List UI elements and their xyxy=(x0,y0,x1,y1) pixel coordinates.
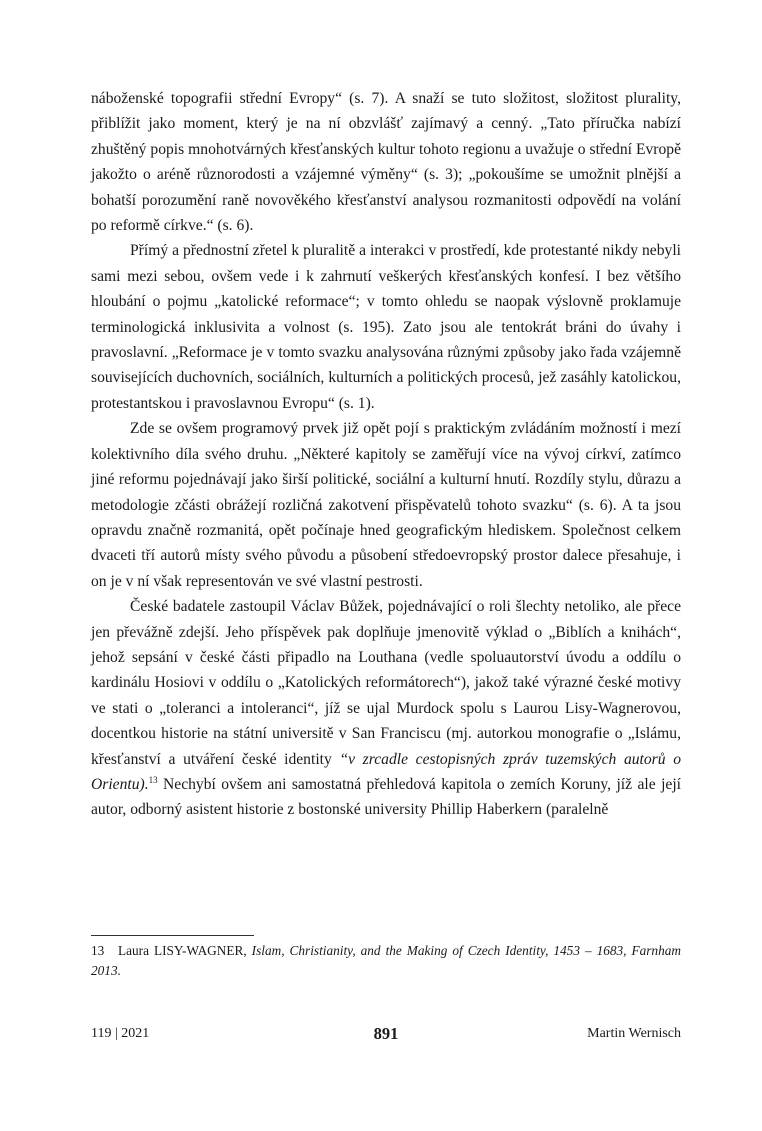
paragraph-3: Zde se ovšem programový prvek již opět pojí s praktickým zvládáním možností i mezí kolektivního díla svého druhu. „Některé kapitoly se zaměřují více na vývoj církví, zatímco jiné reformu pojednávají jako širší politické, sociální a kulturní hnutí. Rozdíly stylu, důrazu a metodologie zčásti obrážejí rozličná zakotvení přispěvatelů tohoto svazku“ (s. 6). A ta jsou opravdu značně rozmanitá, opět počínaje hned geografickým hlediskem. Společnost celkem dvaceti tří autorů místy svého původu a působení středoevropský prostor dalece přesahuje, i on je v ní však representován ve své vlastní pestrosti. xyxy=(91,420,681,590)
footnote-author: Laura LISY-WAGNER, xyxy=(118,943,247,958)
footnote-number: 13 xyxy=(91,943,105,958)
footer-author: Martin Wernisch xyxy=(587,1026,681,1041)
page-footer xyxy=(91,1024,681,1048)
article-body xyxy=(91,86,681,823)
footnote-13 xyxy=(91,941,681,981)
paragraph-4-text-b: Nechybí ovšem ani samostatná přehledová kapitola o zemích Koruny, jíž ale její autor, odborný asistent historie z bostonské university Phillip Haberkern (paralelně xyxy=(91,775,681,819)
footnote-title: Islam, Christianity, and the Making of Czech Identity, 1453 – 1683, Farnham 2013. xyxy=(91,943,681,978)
footnote-divider xyxy=(91,935,254,936)
paragraph-1 xyxy=(91,86,681,238)
footnote-reference-13[interactable]: 13 xyxy=(148,774,158,785)
paragraph-4 xyxy=(91,594,681,823)
paragraph-2: Přímý a přednostní zřetel k pluralitě a interakci v prostředí, kde protestanté nikdy nebyli sami mezi sebou, ovšem vede i k zahrnutí veškerých křesťanských konfesí. I bez většího hloubání o pojmu „katolické reformace“; v tomto ohledu se naopak výslovně proklamuje terminologická inklusivita a volnost (s. 195). Zato jsou ale tentokrát bráni do úvahy i pravoslavní. „Reformace je v tomto svazku analysována různými způsoby jako řada vzájemně souvisejících duchovních, sociálních, kulturních a politických procesů, jež zasáhly katolickou, protestantskou i pravoslavnou Evropu“ (s. 1). xyxy=(91,242,681,412)
paragraph-4-text-a: České badatele zastoupil Václav Bůžek, pojednávající o roli šlechty netoliko, ale přece jen převážně zdejší. Jeho příspěvek pak doplňuje jmenovitě výklad o „Biblích a knihách“, jehož sepsání v české části připadlo na Louthana (vedle spoluautorství úvodu a oddílu o kardinálu Hosiovi v oddílu o „Katolických reformátorech“), jakož také výrazné české motivy ve stati o „toleranci a intoleranci“, jíž se ujal Murdock spolu s Laurou Lisy-Wagnerovou, docentkou historie na státní universitě v San Franciscu (mj. autorkou monografie o „Islámu, křesťanství a utváření české identity xyxy=(91,598,681,768)
paragraph-4-italic: “v zrcadle cestopisných zpráv tuzemských autorů o Orientu). xyxy=(91,750,681,793)
page-number: 891 xyxy=(373,1024,399,1043)
paragraph-1-text: náboženské topografii střední Evropy“ (s. 7). A snaží se tuto složitost, složitost plurality, přiblížit jako moment, který je na ní obzvlášť zajímavý a cenný. „Tato příručka nabízí zhuštěný popis mnohotvárných křesťanských kultur tohoto regionu a uvažuje o střední Evropě jakožto o aréně různorodosti a vzájemné výměny“ (s. 3); „pokoušíme se umožnit plnější a bohatší porozumění raně novověkého křesťanství analysou rozmanitosti odpovědí na volání po reformě církve.“ (s. 6). xyxy=(91,90,681,235)
footer-issue: 119 | 2021 xyxy=(91,1026,150,1041)
